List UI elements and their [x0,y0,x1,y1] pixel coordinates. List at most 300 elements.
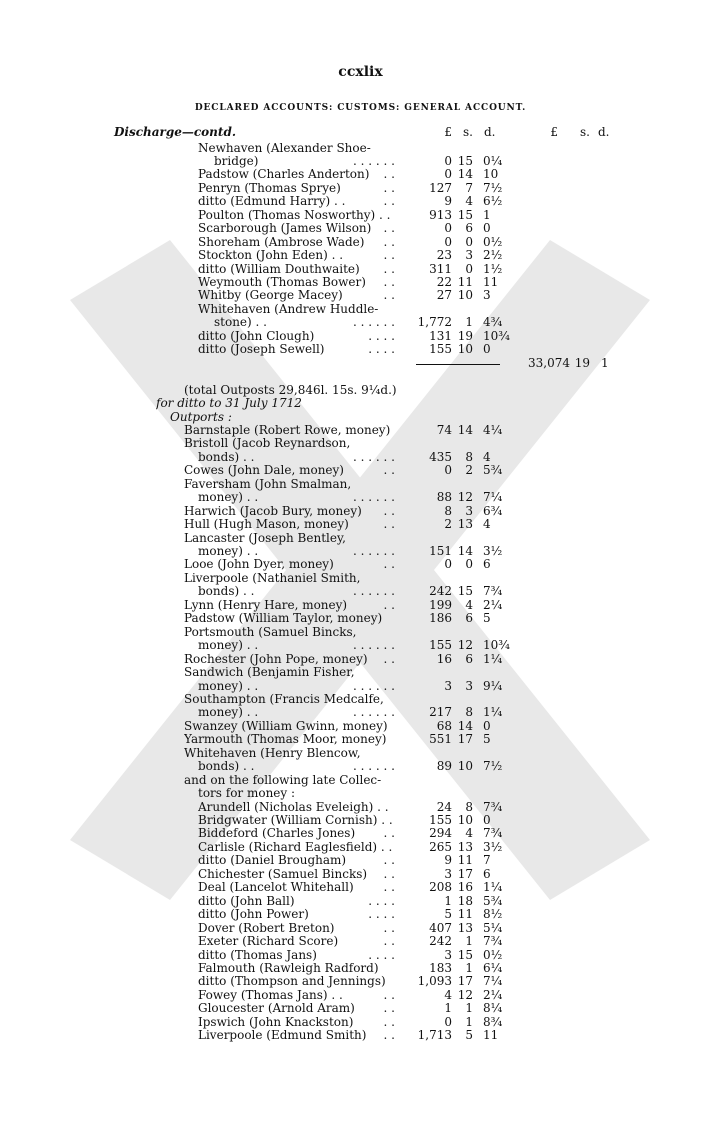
amount-pounds: 8 [444,503,452,518]
entry-label: Ipswich (John Knackston) [198,1015,354,1029]
leader-dots: . . . . [368,907,395,922]
amount-shillings: 10 [457,342,473,357]
entry-label: Swanzey (William Gwinn, money) [184,719,388,733]
account-line [0,949,721,962]
leader-dots: . . . . . . [353,638,395,653]
amount-shillings: 15 [457,207,473,222]
entry-label: ditto (John Clough) [198,329,315,343]
amount-pounds: 27 [436,288,452,303]
amount-shillings: 10 [457,759,473,774]
entry-label: Yarmouth (Thomas Moor, money) [184,733,387,747]
account-line [0,155,721,168]
account-line [0,330,721,343]
account-line [0,908,721,921]
entry-label: Lynn (Henry Hare, money) [184,598,348,612]
amount-pounds: 0 [444,153,452,168]
amount-pence: 11 [483,275,499,289]
entry-label: ditto (John Power) [198,908,309,922]
entry-label: ditto (Joseph Sewell) [198,343,325,357]
amount-pounds: 5 [444,907,452,922]
entry-label: and on the following late Collec- [184,773,382,787]
entry-label: Weymouth (Thomas Bower) [198,276,366,289]
entry-label: Bridgwater (William Cornish) . . [198,814,393,827]
entry-label: bonds) . . [198,585,255,599]
leader-dots: . . [383,517,395,532]
leader-dots: . . . . . . [353,544,395,558]
entry-label: (total Outposts 29,846l. 15s. 9¼d.) [184,383,397,397]
amount-pounds: 0 [444,234,452,249]
amount-pence: 1½ [483,261,503,276]
account-line [0,276,721,289]
amount-shillings: 10 [457,288,473,303]
leader-dots: . . [383,194,395,209]
amount-pence: 7¾ [483,826,503,841]
account-line [0,209,721,222]
amount-pence: 5 [483,732,491,747]
account-line [0,585,721,598]
leader-dots: . . . . . . [353,153,395,168]
leader-dots: . . [383,463,395,478]
account-line [0,195,721,208]
amount-shillings: 1 [465,1001,473,1016]
amount-shillings: 15 [457,947,473,962]
amount-shillings: 4 [465,194,473,209]
entry-label: Harwich (Jacob Bury, money) [184,504,362,518]
leader-dots: . . [383,221,395,236]
account-line [0,532,721,545]
total-shillings: 19 [574,355,590,370]
amount-pounds: 265 [429,839,452,854]
amount-pounds: 3 [444,866,452,881]
amount-pence: 0 [483,718,491,733]
amount-pounds: 183 [429,960,452,975]
entry-label: money) . . [198,545,259,558]
leader-dots: . . [383,987,395,1002]
amount-pounds: 186 [429,611,452,626]
amount-shillings: 11 [457,853,473,868]
leader-dots: . . [383,651,395,666]
account-line [0,263,721,276]
total-pounds: 33,074 [528,355,570,370]
entry-label: Portsmouth (Samuel Bincks, [184,625,357,639]
leader-dots: . . [383,1001,395,1016]
amount-shillings: 3 [465,248,473,263]
leader-dots: . . [383,503,395,518]
amount-pounds: 3 [444,947,452,962]
amount-shillings: 13 [457,517,473,532]
account-line [0,680,721,693]
account-line [0,505,721,518]
entry-label: Deal (Lancelot Whitehall) [198,881,354,895]
leader-dots: . . [383,167,395,182]
entry-label: Padstow (William Taylor, money) [184,612,383,626]
amount-pence: 1¼ [483,651,503,666]
amount-shillings: 12 [457,490,473,505]
entry-label: ditto (Edmund Harry) . . [198,195,346,209]
leader-dots: . . . . . . [353,584,395,599]
account-line [0,1016,721,1029]
entry-label: Whitehaven (Henry Blencow, [184,746,361,760]
leader-dots: . . [383,1028,395,1043]
leader-dots: . . [383,288,395,303]
amount-pounds: 155 [429,813,452,827]
account-line [0,397,721,410]
account-line [0,975,721,988]
leader-dots: . . . . . . [353,705,395,720]
leader-dots: . . [383,826,395,841]
amount-pence: 0¼ [483,153,503,168]
col-header-pounds: £ [444,125,452,139]
entry-label: Exeter (Richard Score) [198,935,339,949]
entry-label: money) . . [198,706,259,720]
amount-pence: 1 [483,207,491,222]
amount-pounds: 1,772 [417,315,452,330]
entry-label: Sandwich (Benjamin Fisher, [184,666,355,680]
amount-pence: 6¾ [483,503,503,518]
entry-label: tors for money : [198,787,296,801]
amount-shillings: 14 [457,718,473,733]
amount-pounds: 131 [429,328,452,343]
amount-pounds: 0 [444,463,452,478]
amount-pence: 8¾ [483,1014,503,1029]
amount-shillings: 6 [465,221,473,236]
entry-label: Carlisle (Richard Eaglesfield) . . [198,840,393,854]
entry-label: Hull (Hugh Mason, money) [184,518,349,532]
entry-label: ditto (Thomas Jans) [198,948,317,962]
account-line [0,316,721,329]
amount-pounds: 155 [429,342,452,357]
amount-pence: 2¼ [483,597,503,612]
entry-label: Southampton (Francis Medcalfe, [184,692,384,706]
amount-pounds: 89 [436,759,452,774]
account-line [0,774,721,787]
amount-shillings: 2 [465,463,473,478]
entry-label: Rochester (John Pope, money) [184,652,368,666]
amount-shillings: 14 [457,544,473,558]
amount-pence: 0 [483,221,491,236]
account-line [0,814,721,827]
header-row [0,126,721,139]
account-line [0,895,721,908]
leader-dots: . . [383,248,395,263]
amount-pence: 4¼ [483,422,503,437]
amount-pence: 2½ [483,248,503,263]
entry-label: bonds) . . [198,760,255,774]
account-line [0,922,721,935]
leader-dots: . . . . [368,947,395,962]
amount-pounds: 242 [429,584,452,599]
amount-pence: 4¾ [483,315,503,330]
account-line [0,384,721,397]
entry-label: Whitehaven (Andrew Huddle- [198,302,379,316]
leader-dots: . . [383,853,395,868]
entry-label: money) . . [198,639,259,653]
amount-pounds: 74 [436,422,452,437]
entry-label: stone) . . [214,316,267,330]
account-line [0,168,721,181]
amount-pence: 7 [483,853,491,868]
amount-pounds: 9 [444,853,452,868]
amount-shillings: 1 [465,315,473,330]
account-line [0,612,721,625]
amount-pence: 8½ [483,907,503,922]
amount-shillings: 12 [457,638,473,653]
entry-label: Lancaster (Joseph Bentley, [184,531,346,545]
amount-pence: 6 [483,557,491,572]
account-line [0,827,721,840]
amount-shillings: 1 [465,960,473,975]
leader-dots: . . [383,597,395,612]
amount-shillings: 4 [465,826,473,841]
amount-pence: 9¼ [483,678,503,693]
amount-shillings: 19 [457,328,473,343]
account-line [0,639,721,652]
account-line [0,720,721,733]
running-head: DECLARED ACCOUNTS: CUSTOMS: GENERAL ACCOUNT. [194,103,527,113]
entry-label: Gloucester (Arnold Aram) [198,1002,355,1016]
account-line [0,249,721,262]
amount-pounds: 913 [429,207,452,222]
entry-label: Padstow (Charles Anderton) [198,168,370,182]
entry-label: money) . . [198,679,259,693]
amount-pence: 5¾ [483,893,503,908]
amount-pence: 5¼ [483,920,503,935]
account-line [0,478,721,491]
amount-pounds: 155 [429,638,452,653]
account-line [0,841,721,854]
amount-shillings: 13 [457,839,473,854]
account-line [0,989,721,1002]
account-line [0,464,721,477]
entry-label: Whitby (George Macey) [198,289,343,303]
amount-pounds: 3 [444,678,452,693]
entry-label: Looe (John Dyer, money) [184,558,334,572]
amount-pounds: 1 [444,893,452,908]
entry-label: Liverpoole (Nathaniel Smith, [184,571,361,585]
account-line [0,545,721,558]
entry-label: money) . . [198,491,259,505]
amount-shillings: 3 [465,503,473,518]
amount-pounds: 4 [444,987,452,1002]
entry-label: Dover (Robert Breton) [198,921,335,935]
amount-pounds: 9 [444,194,452,209]
amount-shillings: 0 [465,557,473,572]
total-pence: 1 [601,355,609,370]
amount-pence: 11 [483,1028,499,1043]
leader-dots: . . . . [368,328,395,343]
amount-pounds: 407 [429,920,452,935]
amount-pounds: 0 [444,167,452,182]
amount-pence: 6¼ [483,960,503,975]
account-line [0,142,721,155]
amount-pence: 0½ [483,947,503,962]
entry-label: Scarborough (James Wilson) [198,222,372,236]
amount-pounds: 294 [429,826,452,841]
amount-pence: 1¼ [483,880,503,895]
amount-pounds: 151 [429,544,452,558]
entry-label: Penryn (Thomas Sprye) [198,181,341,195]
entry-label: Shoreham (Ambrose Wade) [198,235,365,249]
amount-pounds: 1,713 [417,1028,452,1043]
amount-pounds: 68 [436,718,452,733]
account-line [0,182,721,195]
amount-pounds: 24 [436,799,452,814]
entry-label: Chichester (Samuel Bincks) [198,867,368,881]
amount-pence: 4 [483,449,491,464]
entry-label: Fowey (Thomas Jans) . . [198,988,343,1002]
amount-pence: 1¼ [483,705,503,720]
amount-pounds: 217 [429,705,452,720]
account-line [0,653,721,666]
leader-dots: . . [383,866,395,881]
account-line [0,222,721,235]
amount-pounds: 242 [429,934,452,949]
amount-shillings: 14 [457,422,473,437]
leader-dots: . . . . [368,893,395,908]
account-line [0,343,721,356]
leader-dots: . . [383,1014,395,1029]
amount-shillings: 0 [465,261,473,276]
account-line [0,357,721,370]
amount-pence: 10 [483,167,499,182]
amount-pounds: 127 [429,180,452,195]
amount-shillings: 18 [457,893,473,908]
amount-shillings: 8 [465,449,473,464]
leader-dots: . . . . . . [353,759,395,774]
account-line [0,491,721,504]
account-line [0,1002,721,1015]
account-line [0,706,721,719]
account-line [0,370,721,383]
entry-label: Outports : [170,410,232,424]
col-header-total-pounds: £ [550,125,558,139]
entry-label: for ditto to 31 July 1712 [156,397,302,411]
amount-pounds: 311 [429,261,452,276]
leader-dots: . . [383,234,395,249]
amount-shillings: 15 [457,153,473,168]
account-line [0,787,721,800]
amount-shillings: 1 [465,1014,473,1029]
entry-label: Biddeford (Charles Jones) [198,827,356,841]
account-line [0,693,721,706]
account-line [0,881,721,894]
amount-pence: 7¾ [483,584,503,599]
entry-label: bridge) [214,154,259,168]
account-line [0,424,721,437]
amount-shillings: 11 [457,907,473,922]
amount-pence: 7½ [483,759,503,774]
account-line [0,733,721,746]
entry-label: Barnstaple (Robert Rowe, money) [184,423,391,437]
amount-pence: 7½ [483,180,503,195]
entry-label: bonds) . . [198,450,255,464]
amount-shillings: 3 [465,678,473,693]
col-header-shillings: s. [463,125,473,139]
entry-label: Stockton (John Eden) . . [198,249,344,263]
account-line [0,289,721,302]
amount-pounds: 88 [436,490,452,505]
leader-dots: . . . . . . [353,490,395,505]
amount-pence: 5 [483,611,491,626]
amount-shillings: 6 [465,651,473,666]
account-line [0,801,721,814]
leader-dots: . . [383,920,395,935]
entry-label: ditto (Daniel Brougham) [198,854,347,868]
amount-shillings: 1 [465,934,473,949]
amount-pounds: 208 [429,880,452,895]
amount-pounds: 435 [429,449,452,464]
amount-pounds: 22 [436,275,452,289]
leader-dots: . . [383,557,395,572]
entry-label: ditto (Thompson and Jennings) [198,975,386,989]
amount-shillings: 16 [457,880,473,895]
account-line [0,437,721,450]
amount-shillings: 11 [457,275,473,289]
amount-pence: 7¼ [483,490,503,505]
amount-pounds: 551 [429,732,452,747]
amount-pence: 6 [483,866,491,881]
section-heading: Discharge—contd. [114,125,237,139]
leader-dots: . . . . . . [353,449,395,464]
leader-dots: . . . . . . [353,315,395,330]
account-line [0,572,721,585]
amount-pounds: 0 [444,221,452,236]
col-header-pence: d. [484,125,496,139]
account-line [0,626,721,639]
subtotal-rule [416,364,500,365]
amount-pounds: 0 [444,557,452,572]
leader-dots: . . [383,934,395,949]
amount-shillings: 17 [457,732,473,747]
entry-label: Falmouth (Rawleigh Radford) [198,961,379,975]
amount-pence: 3 [483,288,491,303]
entry-label: ditto (William Douthwaite) [198,262,360,276]
leader-dots: . . [383,180,395,195]
account-line [0,935,721,948]
leader-dots: . . [383,261,395,276]
amount-pounds: 0 [444,1014,452,1029]
amount-shillings: 13 [457,920,473,935]
amount-pounds: 199 [429,597,452,612]
entry-label: Faversham (John Smalman, [184,477,352,491]
amount-pence: 5¾ [483,463,503,478]
account-line [0,599,721,612]
amount-shillings: 17 [457,974,473,989]
account-line [0,451,721,464]
account-line [0,1029,721,1042]
amount-shillings: 8 [465,705,473,720]
amount-pounds: 16 [436,651,452,666]
entry-label: Liverpoole (Edmund Smith) [198,1029,367,1043]
amount-pounds: 1 [444,1001,452,1016]
amount-shillings: 15 [457,584,473,599]
amount-shillings: 8 [465,799,473,814]
entry-label: Arundell (Nicholas Eveleigh) . . [198,800,389,814]
account-line [0,518,721,531]
account-line [0,854,721,867]
leader-dots: . . . . . . [353,678,395,693]
amount-pence: 7¾ [483,799,503,814]
amount-pounds: 1,093 [417,974,452,989]
col-header-total-shillings: s. [580,125,590,139]
amount-pence: 10¾ [483,328,510,343]
amount-pence: 0½ [483,234,503,249]
amount-pence: 3½ [483,839,503,854]
amount-pounds: 23 [436,248,452,263]
leader-dots: . . . . [368,342,395,357]
leader-dots: . . [383,880,395,895]
amount-pence: 7¾ [483,934,503,949]
